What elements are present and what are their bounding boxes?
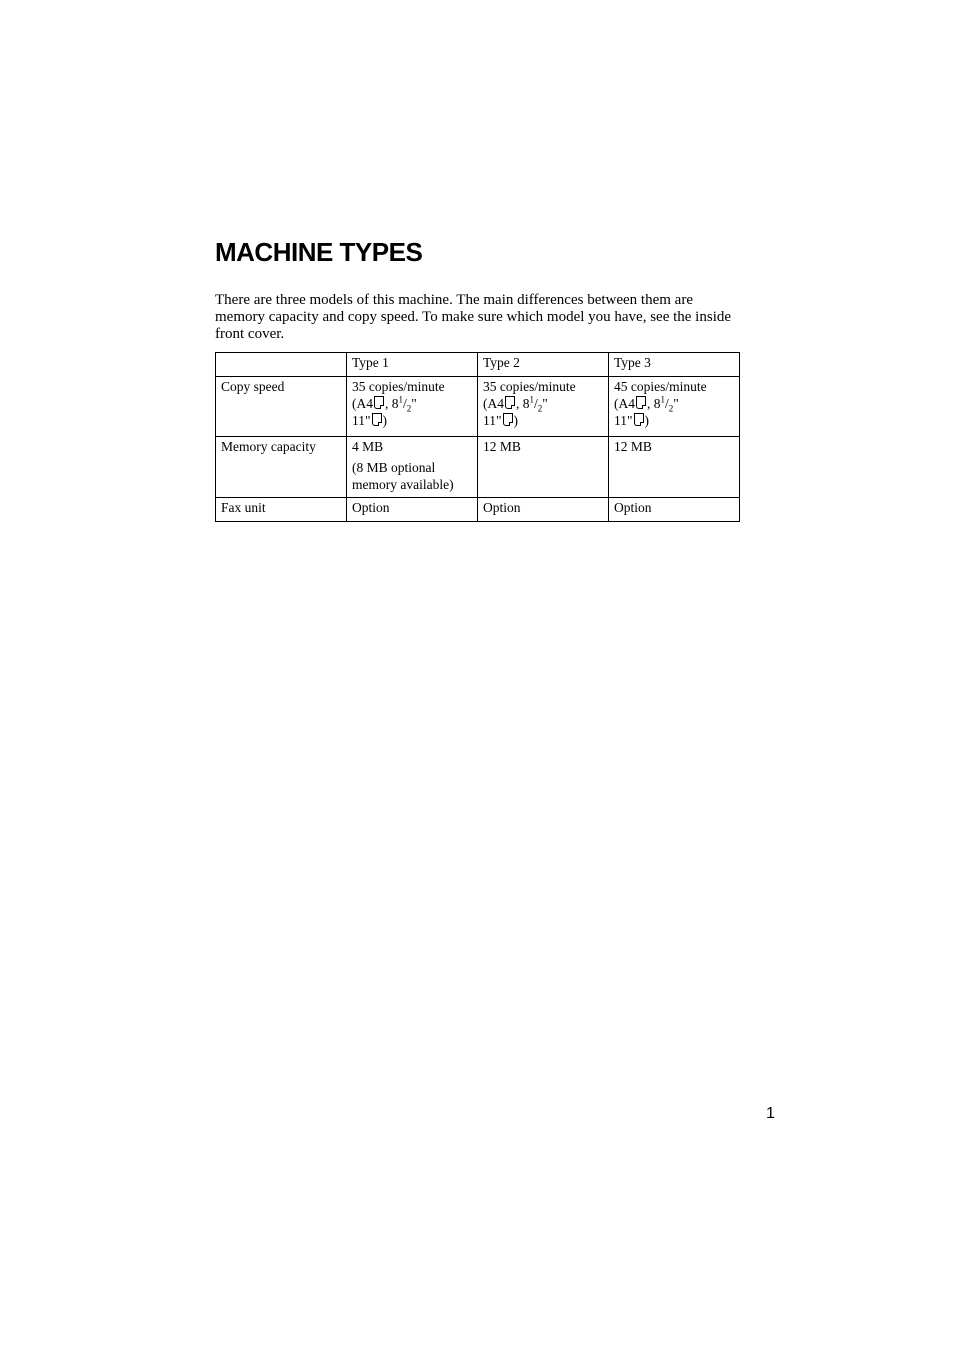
inch-mark: " [542,396,548,411]
header-type-2: Type 2 [478,353,609,377]
fraction-denominator: 2 [537,403,543,414]
paper-portrait-icon [372,413,382,426]
table-row-memory-capacity [216,437,740,498]
header-empty-cell [216,353,347,377]
copy-speed-type-3 [609,377,740,437]
page-title: MACHINE TYPES [215,237,423,267]
paper-size-separator: , 8 [647,396,661,411]
fraction-slash: / [403,396,407,411]
machine-types-table [215,352,740,522]
paper-portrait-icon [374,396,384,409]
paper-size-letter: 11" [352,413,371,428]
inch-mark: " [673,396,679,411]
inch-mark: " [411,396,417,411]
paper-size-close: ) [382,413,388,428]
paper-size-a4: (A4 [483,396,504,411]
row-label-fax-unit: Fax unit [216,498,347,522]
fraction-denominator: 2 [668,403,674,414]
row-label-copy-speed: Copy speed [216,377,347,437]
fraction-slash: / [665,396,669,411]
copy-speed-type-2 [478,377,609,437]
paper-portrait-icon [634,413,644,426]
memory-type-3: 12 MB [609,437,740,498]
fax-type-3: Option [609,498,740,522]
copy-speed-value: 45 copies/minute [614,379,707,394]
copy-speed-value: 35 copies/minute [352,379,445,394]
paper-size-close: ) [644,413,650,428]
table-row-fax-unit [216,498,740,522]
copy-speed-value: 35 copies/minute [483,379,576,394]
fraction-numerator: 1 [660,394,665,405]
fraction-slash: / [534,396,538,411]
page-number: 1 [766,1105,775,1122]
memory-value: 4 MB [352,439,384,454]
paper-size-separator: , 8 [516,396,530,411]
paper-size-a4: (A4 [352,396,373,411]
paper-portrait-icon [636,396,646,409]
table-row-copy-speed [216,377,740,437]
paper-size-separator: , 8 [385,396,399,411]
header-type-1: Type 1 [347,353,478,377]
fax-type-2: Option [478,498,609,522]
table-header-row [216,353,740,377]
row-label-memory-capacity: Memory capacity [216,437,347,498]
intro-paragraph: There are three models of this machine. The main differences between them are memory capacity and copy speed. To make sure which model you have, see the inside front cover. [215,292,732,342]
paper-portrait-icon [505,396,515,409]
paper-portrait-icon [503,413,513,426]
fraction-numerator: 1 [529,394,534,405]
fraction-numerator: 1 [398,394,403,405]
fax-type-1: Option [347,498,478,522]
fraction-denominator: 2 [406,403,412,414]
memory-type-1 [347,437,478,498]
copy-speed-type-1 [347,377,478,437]
paper-size-letter: 11" [483,413,502,428]
header-type-3: Type 3 [609,353,740,377]
paper-size-a4: (A4 [614,396,635,411]
paper-size-letter: 11" [614,413,633,428]
memory-option-note: (8 MB optional memory available) [352,460,454,492]
paper-size-close: ) [513,413,519,428]
memory-type-2: 12 MB [478,437,609,498]
